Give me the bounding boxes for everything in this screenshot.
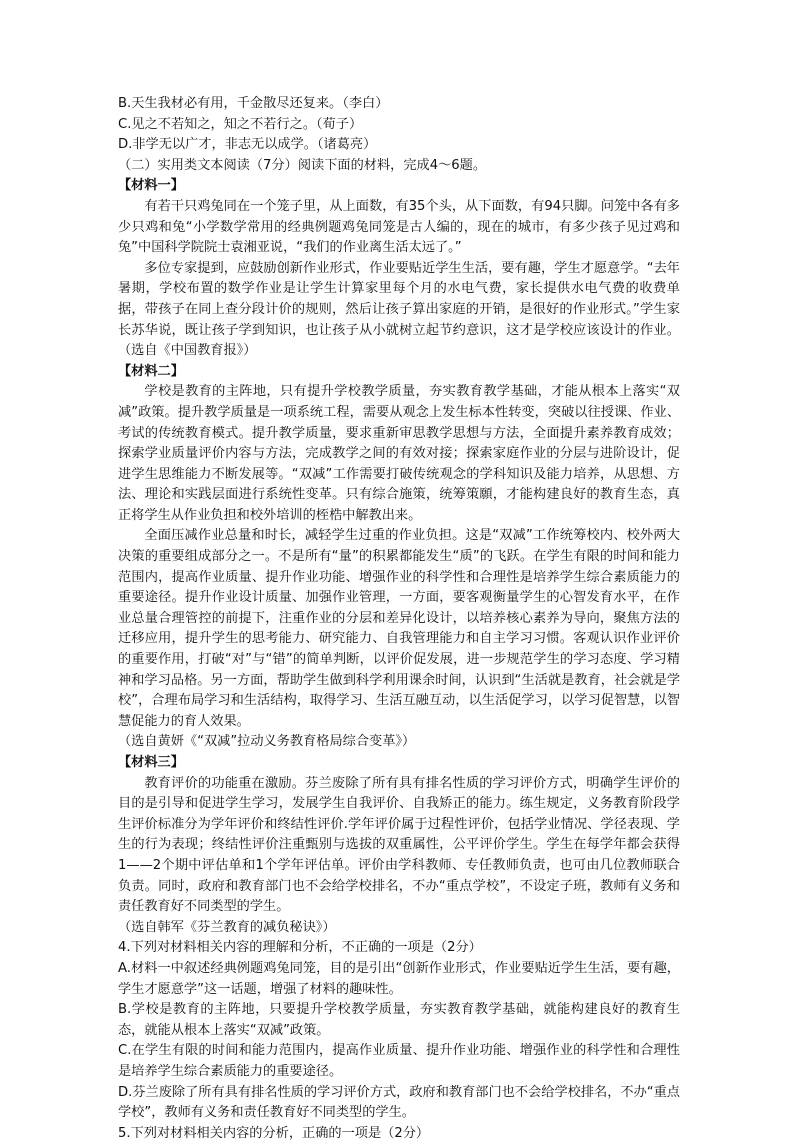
material1-paragraph-1: 有若干只鸡兔同在一个笼子里，从上面数，有35个头，从下面数，有94只脚。问笼中各有多少只鸡和兔“小学数学常用的经典例题鸡兔同笼是古人编的，现在的城市，有多少孩子见过鸡和兔”中国科学院院士袁湘亚说，“我们的作业离生活太远了。” <box>118 198 680 256</box>
material3-paragraph-1: 教育评价的功能重在激励。芬兰废除了所有具有排名性质的学习评价方式，明确学生评价的目的是引导和促进学生学习，发展学生自我评价、自我矫正的能力。练生规定，义务教育阶段学生评价标准分为学年评价和终结性评价.学年评价属于过程性评价，包括学业情况、学径表现、学生的行为表现；终结性评价注重甄别与选拔的双重属性，公平评价学生。学生在每学年都会获得1——2个期中评估单和1个学年评估单。评价由学科教师、专任教师负责，也可由几位教师联合负责。同时，政府和教育部门也不会给学校排名，不办“重点学校”，不设定子班，教师有义务和责任教育好不同类型的学生。 <box>118 775 680 915</box>
option-b-line: B.天生我材必有用，千金散尽还复来。（李白） <box>118 96 389 111</box>
material2-heading: 【材料二】 <box>118 363 184 379</box>
option-c-line: C.见之不若知之，知之不若行之。（荀子） <box>118 116 363 132</box>
document-body <box>118 94 680 1144</box>
material3-source: （选自韩军《芬兰教育的减负秘诀》） <box>118 919 336 935</box>
option-d-line: D.非学无以广才，非志无以成学。（诸葛亮） <box>118 137 377 153</box>
question-4-option-a: A.材料一中叙述经典例题鸡兔同笼，目的是引出“创新作业形式，作业要贴近学生生活，要有趣，学生才愿意学”这一话题，增强了材料的趣味性。 <box>118 960 680 997</box>
question-4-stem: 4.下列对材料相关内容的理解和分析，不正确的一项是（2分） <box>118 940 482 956</box>
material1-heading: 【材料一】 <box>118 178 184 194</box>
question-4-option-d: D.芬兰废除了所有具有排名性质的学习评价方式，政府和教育部门也不会给学校排名，不办“重点学校”，教师有义务和责任教育好不同类型的学生。 <box>118 1084 680 1121</box>
question-5-stem: 5.下列对材料相关内容的分析，正确的一项是（2分） <box>118 1125 430 1141</box>
material2-paragraph-2: 全面压减作业总量和时长，减轻学生过重的作业负担。这是“双减”工作统筹校内、校外两大决策的重要组成部分之一。不是所有“量”的积累都能发生“质”的飞跃。在学生有限的时间和能力范围内，提高作业质量、提升作业功能、增强作业的科学性和合理性是培养学生综合素质能力的重要途径。提升作业设计质量、加强作业管理，一方面，要客观衡量学生的心智发育水平，在作业总量合理管控的前提下，注重作业的分层和差异化设计，以培养核心素养为导向，聚焦方法的迁移应用，提升学生的思考能力、研究能力、自我管理能力和自主学习习惯。客观认识作业评价的重要作用，打破“对”与“错”的简单判断，以评价促发展，进一步规范学生的学习态度、学习精神和学习品格。另一方面，帮助学生做到科学利用课余时间，认识到“生活就是教育，社会就是学校”，合理布局学习和生活结构，取得学习、生活互融互动，以生活促学习，以学习促智慧，以智慧促能力的育人效果。 <box>118 528 681 729</box>
question-4-option-b: B.学校是教育的主阵地，只要提升学校教学质量，夯实教育教学基础，就能构建良好的教育生态，就能从根本上落实“双减”政策。 <box>118 1002 680 1038</box>
question-4-option-c: C.在学生有限的时间和能力范围内，提高作业质量、提升作业功能、增强作业的科学性和合理性是培养学生综合素质能力的重要途径。 <box>118 1043 680 1079</box>
material2-paragraph-1: 学校是教育的主阵地，只有提升学校教学质量，夯实教育教学基础，才能从根本上落实“双减”政策。提升教学质量是一项系统工程，需要从观念上发生标本性转变，突破以往授课、作业、考试的传统教育模式。提升教学质量，要求重新审思教学思想与方法，全面提升素养教育成效；探索学业质量评价内容与方法，完成教学之间的有效对接；探索家庭作业的分层与进阶设计，促进学生思维能力不断发展等。“双减”工作需要打破传统观念的学科知识及能力培养，从思想、方法、理论和实践层面进行系统性变革。只有综合施策，统筹策願，才能构建良好的教育生态，真正将学生从作业负担和校外培训的桎梏中解教出来。 <box>118 384 681 523</box>
material3-heading: 【材料三】 <box>118 755 184 770</box>
material1-paragraph-2: 多位专家提到，应鼓励创新作业形式，作业要贴近学生生活，要有趣，学生才愿意学。“去年暑期，学校布置的数学作业是让学生计算家里每个月的水电气费，家长提供水电气费的收费单据，带孩子在同上查分段计价的规则，然后让孩子算出家庭的开销，是很好的作业形式。”学生家长苏华说，既让孩子学到知识，也让孩子从小就树立起节约意识，这才是学校应该设计的作业。（选自《中国教育报》） <box>118 260 680 359</box>
material2-source: （选自黄妍《“双减”拉动义务教育格局综合变革》） <box>118 734 416 750</box>
section-heading: （二）实用类文本阅读（7分）阅读下面的材料，完成4～6题。 <box>118 157 487 173</box>
